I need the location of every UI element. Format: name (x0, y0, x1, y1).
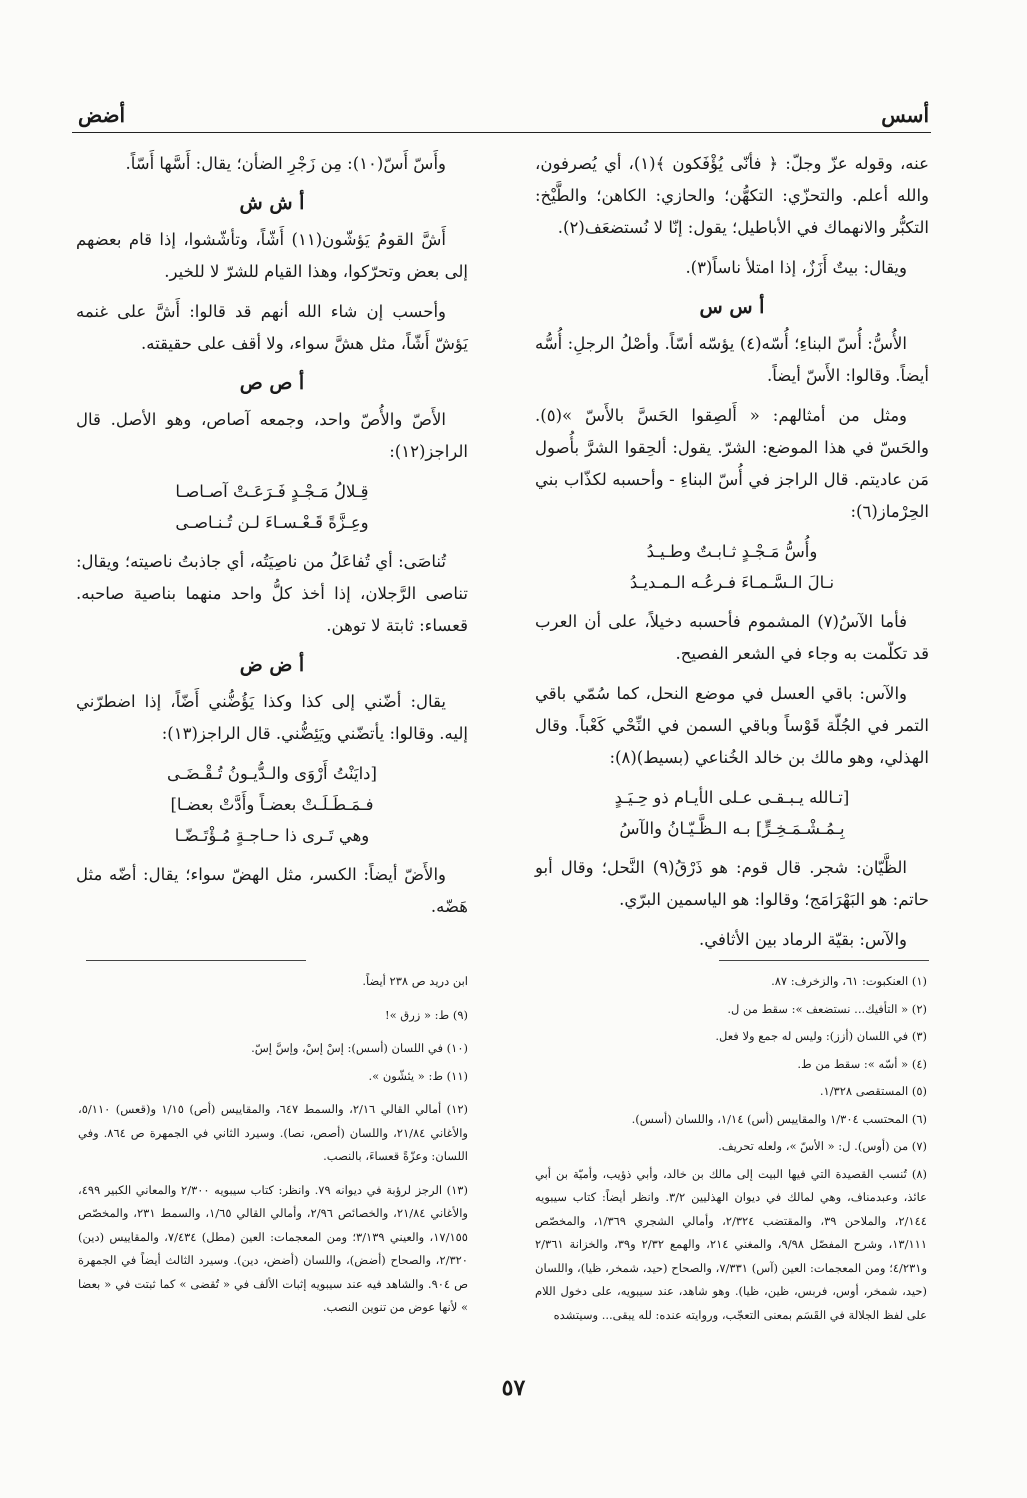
verse-block (76, 758, 468, 851)
footnote: (١٢) أمالي القالي ٢/١٦، والسمط ٦٤٧، والمقاييس (أص) ١/١٥ و(قعس) ٥/١١٠، والأغاني ٢١/٨٤، واللسان (أصص، نصا). وسيرد الثاني في الجمهرة ص ٨٦٤. وفي اللسان: وعزّةً قعساءَ، بالنصب. (78, 1102, 469, 1163)
right-column (535, 148, 929, 964)
paragraph: وأحسب إن شاء الله أنهم قد قالوا: أَشَّ على غنمه يَؤشّ أَشّاً، مثل هشَّ سواء، ولا أقف على حقيقته. (76, 302, 468, 353)
verse-block (535, 782, 929, 844)
paragraph: أَشَّ القومُ يَؤشّون(١١) أَشّاً، وتأشّشوا، إذا قام بعضهم إلى بعض وتحرّكوا، وهذا القيام للشرّ لا للخير. (76, 230, 468, 281)
footnote: (٩) ط: « زرق »! (384, 1007, 468, 1022)
footnote: ابن دريد ص ٢٣٨ أيضاً. (362, 974, 468, 988)
verse-line: وعِـزَّةً قَـعْـسـاءَ لـن تُـنـاصـى (175, 513, 369, 532)
paragraph: تُناصَى: أي تُفاعَلُ من ناصِيَتُه، أي جاذبتُ ناصيته؛ ويقال: تناصى الرَّجلان، إذا أخذ كلُّ واحد منهما بناصية صاحبه. قعساء: ثابتة لا توهن. (76, 552, 468, 635)
footnote: (٢) « التأفيك... نستضعف »: سقط من ل. (727, 1001, 927, 1016)
footnotes-right (535, 970, 927, 1331)
paragraph: فأما الآسُ(٧) المشموم فأحسبه دخيلاً، على أن العرب قد تكلّمت به وجاء في الشعر الفصيح. (535, 612, 929, 663)
footnote-rule (719, 960, 929, 961)
running-header-left: أضض (78, 103, 126, 127)
verse-line: [دايَنْتُ أَرْوَى والـدُّيـونُ تُـقْـضَـى (167, 764, 377, 783)
paragraph: ويقال: بيتٌ أَزَزٌ، إذا امتلأ ناساً(٣). (685, 258, 907, 277)
footnote: (٨) تُنسب القصيدة التي فيها البيت إلى مالك بن خالد، وأبي ذؤيب، وأميّة بن أبي عائذ، وعبدمناف، وهي لمالك في ديوان الهذليين ٣/٢. وانظر أيضاً: كتاب سيبويه ٢/١٤٤، والملاحن ٣٩، والمقتضب ٢/٣٢٤، وأمالي الشجري ١/٣٦٩، والمخصّص ١٣/١١١، وشرح المفصّل ٩/٩٨، والمغني ٢١٤، والهمع ٢/٣٢ و٣٩، والخزانة ٢/٣٦١ و٤/٢٣١؛ ومن المعجمات: العين (آس) ٧/٣٣١، والصحاح (حيد، شمخر، ظيا)، واللسان (حيد، شمخر، أوس، فربس، ظين، ظيا). وهو شاهد، عند سيبويه، على دخول اللام على لفظ الجلالة في القَسَم بمعنى التعجّب، وروايته عنده: لله يبقى... وسيتشده (535, 1166, 927, 1322)
verse-block (535, 536, 929, 598)
paragraph: والأَضّ أيضاً: الكسر، مثل الهضّ سواء؛ يقال: أضّه مثل هَضّه. (76, 865, 468, 916)
footnote: (٥) المستقصى ١/٣٢٨. (819, 1084, 927, 1098)
footnote: (٧) من (أوس). ل: « الأسّ »، ولعله تحريف. (718, 1139, 927, 1153)
footnote: (١١) ط: « يئشّون ». (368, 1068, 468, 1083)
paragraph: الأَصّ والأُصّ واحد، وجمعه آصاص، وهو الأصل. قال الراجز(١٢): (76, 410, 468, 461)
paragraph: الأُسُّ: أُسّ البناءِ؛ أُسّه(٤) يؤسّه أسّاً. وأصْلُ الرجلِ: أُسُّه أيضاً. وقالوا: الأَسّ أيضاً. (535, 334, 929, 385)
verse-line: [تـالله يـبـقـى عـلى الأيـام ذو حِـيَـدٍ (614, 788, 850, 807)
footnote: (١) العنكبوت: ٦١، والزخرف: ٨٧. (771, 974, 927, 988)
footnote: (١٠) في اللسان (أسس): إسْ إسْ، وإسَّ إسّ. (251, 1041, 468, 1055)
verse-line: بِـمُـشْـمَـخِـرٍّ] بـه الـظَّـيّـانُ والآسُ (619, 819, 845, 838)
entry-heading: أ ش ش (239, 192, 305, 214)
paragraph: والآس: باقي العسل في موضع النحل، كما سُمّي باقي التمر في الجُلّة قَوْساً وباقي السمن في النِّحْي كَعْباً. وقال الهذلي، وهو مالك بن خالد الخُناعي (بسيط)(٨): (535, 684, 929, 767)
left-column (76, 148, 468, 931)
footnote: (٦) المحتسب ١/٣٠٤ والمقاييس (أس) ١/١٤، واللسان (أسس). (631, 1111, 927, 1126)
paragraph: وأَسّ أَسّ(١٠): مِن زَجْرِ الضأن؛ يقال: أَسَّها أَسّاً. (125, 154, 446, 173)
verse-line: وهي تَـرى ذا حـاجـةٍ مُـؤْتَـضّـا (174, 826, 370, 845)
paragraph: يقال: أضّني إلى كذا وكذا يَؤُضُّني أَضّاً، إذا اضطرّني إليه. وقالوا: يأتضّني ويَئِضُّني. قال الراجز(١٣): (76, 692, 468, 743)
footnote: (١٣) الرجز لرؤبة في ديوانه ٧٩. وانظر: كتاب سيبويه ٢/٣٠٠ والمعاني الكبير ٤٩٩، والأغاني ٢١/٨٤، والخصائص ٢/٩٦، وأمالي القالي ١/٦٥، والسمط ٢٣١، والمخصّص ١٧/١٥٥، والعيني ٣/١٣٩؛ ومن المعجمات: العين (مطل) ٧/٤٣٤، والمقاييس (دين) ٢/٣٢٠، والصحاح (أضض)، واللسان (أضض، دين). وسيرد الثالث أيضاً في الجمهرة ص ٩٠٤. والشاهد فيه عند سيبويه إثبات الألف في « تُقضى » كما ثبتت في « بعضا » لأنها عوض من تنوين النصب. (78, 1182, 469, 1314)
verse-line: نـالَ الـسَّـمـاءَ فـرعُـه الـمـديـدُ (629, 573, 835, 592)
verse-line: وأُسُّ مَـجْـدٍ ثـابـتٌ وطـيـدُ (646, 542, 818, 561)
entry-heading: أ ض ض (239, 654, 305, 676)
page-number: ٥٧ (501, 1375, 526, 1401)
running-header-right: أسس (881, 103, 929, 127)
footnote-rule (86, 960, 306, 961)
entry-heading: أ ص ص (239, 372, 305, 394)
paragraph: والآس: بقيّة الرماد بين الأثافي. (699, 930, 907, 949)
paragraph: عنه، وقوله عزّ وجلّ: ﴿ فأنّى يُؤْفَكون ﴾(١)، أي يُصرفون، والله أعلم. والتحزّي: التكهُّن؛ والحازي: الكاهن؛ والطَّيْخ: التكبُّر والانهماك في الأباطيل؛ يقول: إنّا لا نُستضعَف(٢). (535, 154, 929, 237)
footnotes-left (78, 970, 468, 1324)
footnote: (٤) « أسّه »: سقط من ط. (797, 1056, 927, 1071)
footnote: (٣) في اللسان (أزز): وليس له جمع ولا فعل. (715, 1029, 927, 1043)
entry-heading: أ س س (699, 296, 765, 318)
paragraph: الظَّيّان: شجر. قال قوم: هو ذَرْقُ(٩) النَّحل؛ وقال أبو حاتم: هو البَهْرَامَج؛ وقالوا: هو الياسمين البرّي. (535, 858, 929, 909)
paragraph: ومثل من أمثالهم: « أَلصِقوا الحَسَّ بالأَسّ »(٥). والحَسّ في هذا الموضع: الشرّ. يقول: ألحِقوا الشرَّ بأُصول مَن عاديتم. قال الراجز في أُسّ البناءِ - وأحسبه لكذّاب بني الحِرْماز(٦): (535, 406, 929, 521)
verse-line: قِـلالُ مَـجْـدٍ فَـرَعَـتْ آصـاصـا (175, 482, 369, 501)
header-rule (72, 132, 931, 133)
verse-block (76, 476, 468, 538)
verse-line: فـمَـطَـلَـتْ بعضـاً وأَدَّتْ بعضـا] (170, 795, 374, 814)
